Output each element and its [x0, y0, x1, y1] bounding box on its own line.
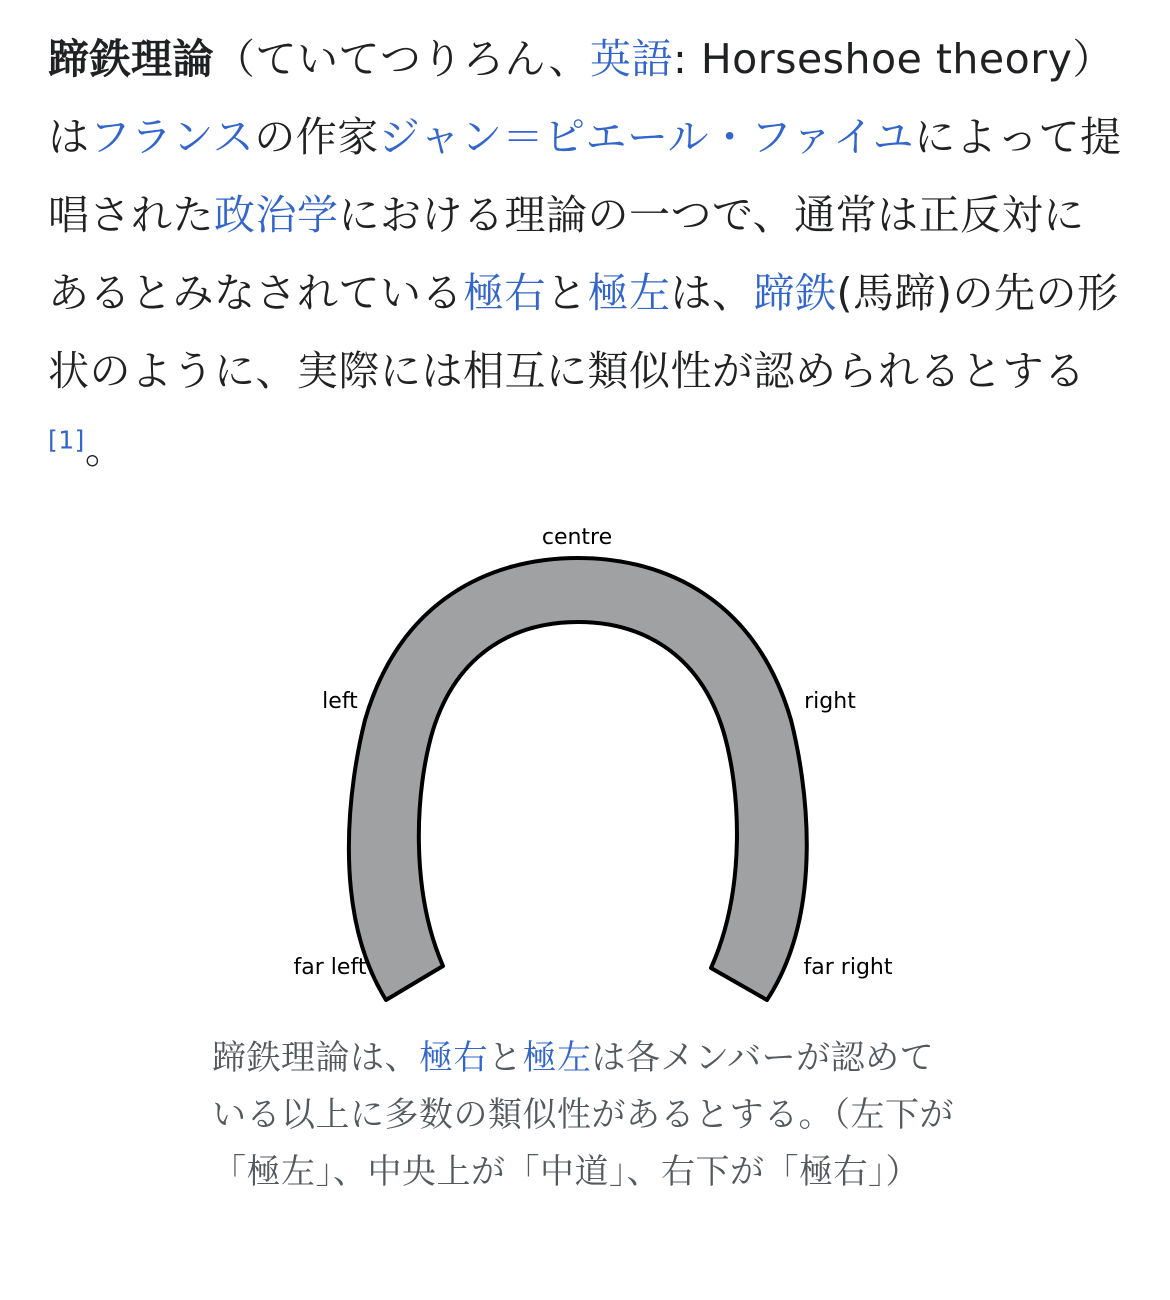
reading-text: （ていてつりろん、 — [214, 35, 590, 83]
label-left: left — [322, 689, 358, 714]
caption-segment: 蹄鉄理論は、 — [212, 1038, 419, 1078]
article-paragraph — [48, 20, 1122, 488]
figure-caption — [212, 1030, 957, 1201]
reference-link[interactable]: [1] — [48, 425, 85, 455]
horseshoe-diagram[interactable] — [270, 510, 910, 1010]
link-far-right[interactable]: 極右 — [463, 269, 546, 317]
caption-segment: は各メンバーが認めている以上に多数の類似性があるとする。（左下が「極左」、中央上が「中道」、右下が「極右」） — [212, 1038, 954, 1192]
text-segment: における理論の一つで、通常は正反対にあるとみなされている — [48, 191, 1085, 317]
text-segment: 。 — [84, 425, 127, 473]
caption-segment: と — [488, 1038, 523, 1078]
label-far-left: far left — [293, 955, 367, 980]
text-segment: は — [48, 113, 90, 161]
label-right: right — [804, 689, 856, 714]
caption-link-far-right[interactable]: 極右 — [419, 1038, 488, 1078]
text-segment: と — [546, 269, 588, 317]
link-english[interactable]: 英語 — [589, 35, 673, 83]
caption-link-far-left[interactable]: 極左 — [522, 1038, 592, 1078]
text-segment: によって提唱された — [48, 113, 1122, 239]
link-france[interactable]: フランス — [89, 113, 255, 161]
english-name: : Horseshoe theory） — [672, 35, 1114, 83]
text-segment: (馬蹄)の先の形状のように、実際には相互に類似性が認められるとする — [48, 269, 1119, 395]
link-political-science[interactable]: 政治学 — [214, 191, 339, 239]
link-far-left[interactable]: 極左 — [587, 269, 671, 317]
link-horseshoe[interactable]: 蹄鉄 — [753, 269, 837, 317]
text-segment: の作家 — [254, 113, 379, 161]
text-segment: は、 — [670, 269, 754, 317]
label-centre: centre — [541, 525, 613, 550]
link-author[interactable]: ジャン＝ピエール・ファイユ — [378, 113, 915, 161]
title-term: 蹄鉄理論 — [48, 35, 214, 83]
horseshoe-shape — [349, 558, 807, 1000]
label-far-right: far right — [803, 955, 893, 980]
horseshoe-svg — [270, 510, 910, 1010]
